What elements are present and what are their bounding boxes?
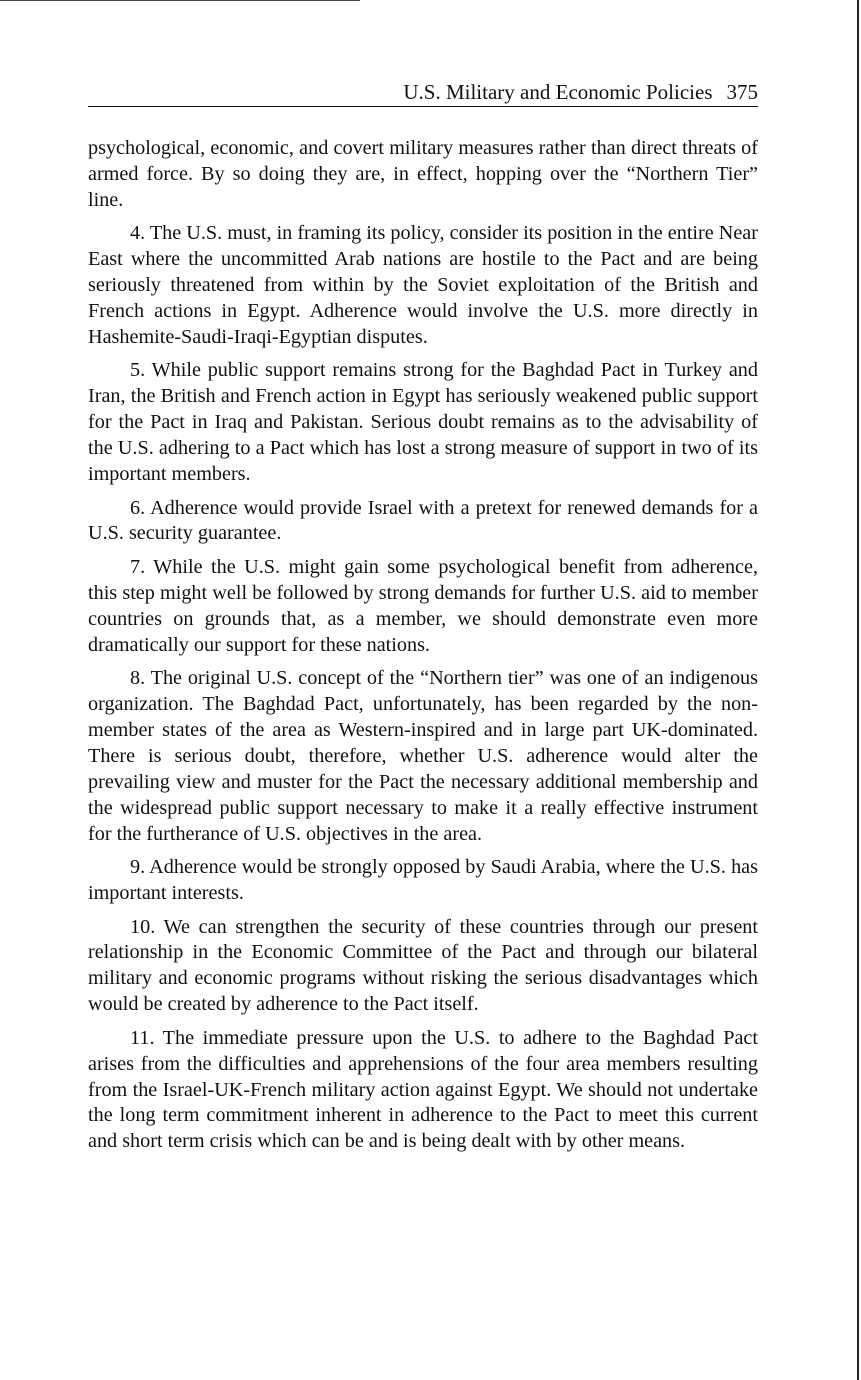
paragraph-4: 4. The U.S. must, in framing its policy, consider its position in the entire Near East where the uncommitted Arab nations are hostile to the Pact and are being seriously threatened from within by the Soviet exploitation of the British and French actions in Egypt. Adherence would involve the U.S. more directly in Hashemite-Saudi-Iraqi-Egyptian disputes.	[88, 222, 758, 348]
page-right-edge	[857, 0, 859, 1380]
running-title: U.S. Military and Economic Policies	[403, 80, 713, 104]
page-top-edge	[0, 0, 360, 1]
body-text	[88, 136, 758, 1163]
paragraph-8: 8. The original U.S. concept of the “Northern tier” was one of an indigenous organization. The Baghdad Pact, unfortunately, has been regarded by the non-member states of the area as Western-inspired and in large part UK-dominated. There is serious doubt, therefore, whether U.S. adherence would alter the prevailing view and muster for the Pact the necessary additional membership and the widespread public support necessary to make it a really effective instrument for the furtherance of U.S. objectives in the area.	[88, 667, 758, 845]
paragraph-5: 5. While public support remains strong for the Baghdad Pact in Turkey and Iran, the British and French action in Egypt has seriously weakened public support for the Pact in Iraq and Pakistan. Serious doubt remains as to the advisability of the U.S. adhering to a Pact which has lost a strong measure of support in two of its important members.	[88, 359, 758, 486]
running-header	[88, 78, 758, 107]
paragraph-10: 10. We can strengthen the security of these countries through our present relationship in the Economic Committee of the Pact and through our bilateral military and economic programs without risking the serious disadvantages which would be created by adherence to the Pact itself.	[88, 915, 758, 1016]
paragraph-7: 7. While the U.S. might gain some psychological benefit from adherence, this step might well be followed by strong demands for further U.S. aid to member countries on grounds that, as a member, we should demonstrate even more dramatically our support for these nations.	[88, 555, 758, 656]
page-number: 375	[726, 80, 758, 104]
paragraph-6: 6. Adherence would provide Israel with a pretext for renewed demands for a U.S. security guarantee.	[88, 496, 758, 545]
paragraph-11: 11. The immediate pressure upon the U.S. to adhere to the Baghdad Pact arises from the difficulties and apprehensions of the four area members resulting from the Israel-UK-French military action against Egypt. We should not undertake the long term commitment inherent in adherence to the Pact to meet this current and short term crisis which can be and is being dealt with by other means.	[88, 1026, 758, 1153]
paragraph-continuation: psychological, economic, and covert military measures rather than direct threats of armed force. By so doing they are, in effect, hopping over the “Northern Tier” line.	[88, 137, 758, 211]
paragraph-9: 9. Adherence would be strongly opposed by Saudi Arabia, where the U.S. has important interests.	[88, 856, 758, 905]
